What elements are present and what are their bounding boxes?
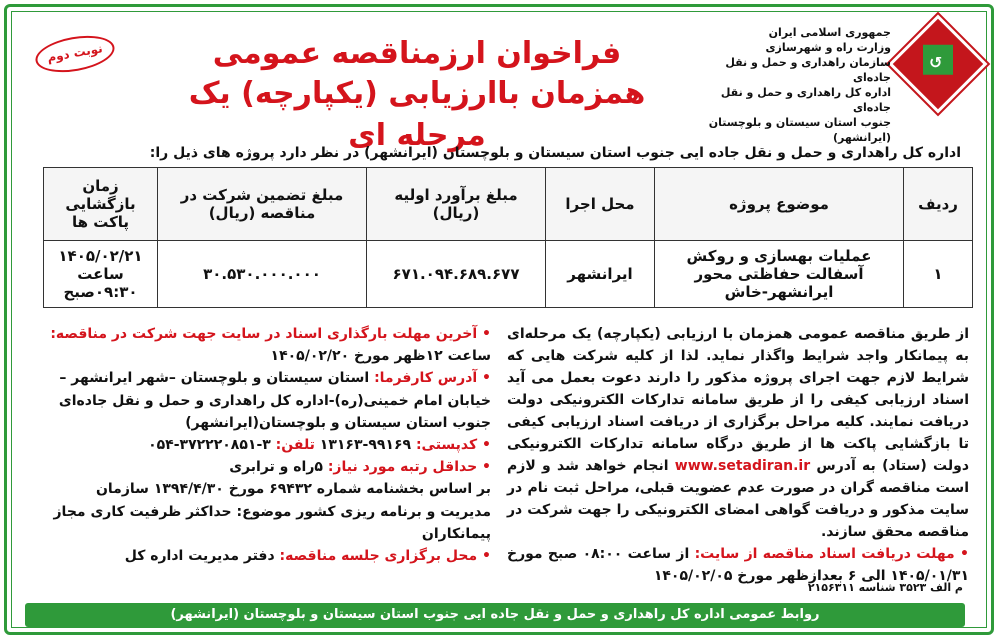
- col-header: مبلغ برآورد اولیه (ریال): [367, 168, 546, 241]
- details-column: [41, 323, 491, 567]
- table-row: [44, 241, 973, 308]
- address-label: • آدرس کارفرما:: [374, 370, 491, 386]
- website-link[interactable]: www.setadiran.ir: [674, 458, 811, 474]
- rank-label: • حداقل رتبه مورد نیاز:: [328, 459, 491, 475]
- ad-frame: [4, 4, 994, 635]
- reference-number: م الف ۳۵۲۳ شناسه ۲۱۵۶۳۱۱: [807, 581, 963, 594]
- upload-label: • آخرین مهلت بارگذاری اسناد در سایت جهت شرکت در مناقصه:: [50, 326, 491, 342]
- meeting-value: دفتر مدیریت اداره کل: [124, 548, 275, 565]
- organization-block: [691, 25, 891, 145]
- cell-subject: عملیات بهسازی و روکش آسفالت حفاظتی محور ایرانشهر-خاش: [655, 241, 904, 308]
- upload-value: ساعت ۱۲ظهر مورخ ۱۴۰۵/۰۲/۲۰: [270, 348, 491, 365]
- postal-label: • کدپستی:: [416, 437, 491, 453]
- phone-value: ۳-۳۷۲۲۲۰۸۵۱-۰۵۴: [148, 437, 271, 454]
- cell-estimate: ۶۷۱.۰۹۴.۶۸۹.۶۷۷: [367, 241, 546, 308]
- round-badge: نوبت دوم: [33, 30, 118, 77]
- intro-text: اداره کل راهداری و حمل و نقل جاده ایی جنوب استان سیستان و بلوچستان (ایرانشهر) در نظر دارد پروژه های ذیل را:: [149, 145, 961, 161]
- cell-index: ۱: [904, 241, 973, 308]
- col-header: محل اجرا: [546, 168, 655, 241]
- cell-location: ایرانشهر: [546, 241, 655, 308]
- deadline-value: از ساعت ۰۸:۰۰ صبح مورخ ۱۴۰۵/۰۱/۳۱ الی ۶ بعدازظهر مورخ ۱۴۰۵/۰۲/۰۵: [507, 546, 969, 584]
- description-column: [507, 323, 969, 587]
- cell-opening: ۱۴۰۵/۰۲/۲۱ ساعت ۰۹:۳۰صبح: [44, 241, 158, 308]
- cell-guarantee: ۳۰.۵۳۰.۰۰۰.۰۰۰: [158, 241, 367, 308]
- col-header: مبلغ تضمین شرکت در مناقصه (ریال): [158, 168, 367, 241]
- footer-banner: روابط عمومی اداره کل راهداری و حمل و نقل جاده ایی جنوب استان سیستان و بلوچستان (ایرانشهر): [25, 603, 965, 627]
- col-header: ردیف: [904, 168, 973, 241]
- meeting-label: • محل برگزاری جلسه مناقصه:: [280, 548, 491, 564]
- col-header: زمان بازگشایی پاکت ها: [44, 168, 158, 241]
- address-value: استان سیستان و بلوچستان –شهر ایرانشهر – خیابان امام خمینی(ره)-اداره کل راهداری و حمل و نقل جاده‌ای جنوب استان سیستان و بلوچستان(ایرانشهر): [58, 370, 491, 431]
- postal-value: ۹۹۱۶۹-۱۳۱۶۳: [319, 437, 412, 454]
- phone-label: تلفن:: [275, 437, 315, 454]
- projects-table: [43, 167, 973, 308]
- org-line: جنوب استان سیستان و بلوچستان (ایرانشهر): [708, 116, 891, 144]
- title-line-1: فراخوان ارزمناقصه عمومی: [212, 36, 622, 71]
- org-line: جمهوری اسلامی ایران: [768, 26, 891, 39]
- page-title: [157, 35, 677, 157]
- org-line: وزارت راه و شهرسازی: [765, 41, 891, 54]
- deadline-label: • مهلت دریافت اسناد مناقصه از سایت:: [695, 546, 969, 562]
- org-line: سازمان راهداری و حمل و نقل جاده‌ای: [725, 56, 891, 84]
- col-header: موضوع پروژه: [655, 168, 904, 241]
- title-line-2: همزمان باارزیابی (یکپارچه) یک مرحله ای: [188, 76, 646, 153]
- circular-text: بر اساس بخشنامه شماره ۶۹۴۳۲ مورخ ۱۳۹۴/۴/۳۰ سازمان مدیریت و برنامه ریزی کشور موضوع: حداکثر ظرفیت کاری مجاز پیمانکاران: [53, 481, 491, 542]
- org-line: اداره کل راهداری و حمل و نقل جاده‌ای: [720, 86, 891, 114]
- description-text: از طریق مناقصه عمومی همزمان با ارزیابی (یکپارچه) یک مرحله‌ای به پیمانکار واجد شرایط واگذار نماید. لذا از کلیه شرکت هایی که شرایط لازم جهت اجرای پروژه مذکور را دارند دعوت بعمل می آید اسناد ارزیابی کیفی را از طریق سامانه تدارکات الکترونیکی دولت دریافت نمایند. کلیه مراحل برگزاری از دریافت اسناد ارزیابی کیفی تا بازگشایی پاکت ها از طریق درگاه سامانه تدارکات الکترونیکی دولت (ستاد) به آدرس: [507, 326, 970, 474]
- description-text-2: انجام خواهد شد و لازم است مناقصه گران در صورت عدم عضویت قبلی، مراحل ثبت نام در سایت مذکور و دریافت گواهی امضای الکترونیکی را جهت شرکت در مناقصه محقق سازند.: [507, 458, 969, 540]
- ministry-logo-icon: ↺: [889, 15, 988, 114]
- rank-value: ۵راه و ترابری: [229, 459, 323, 476]
- table-header-row: [44, 168, 973, 241]
